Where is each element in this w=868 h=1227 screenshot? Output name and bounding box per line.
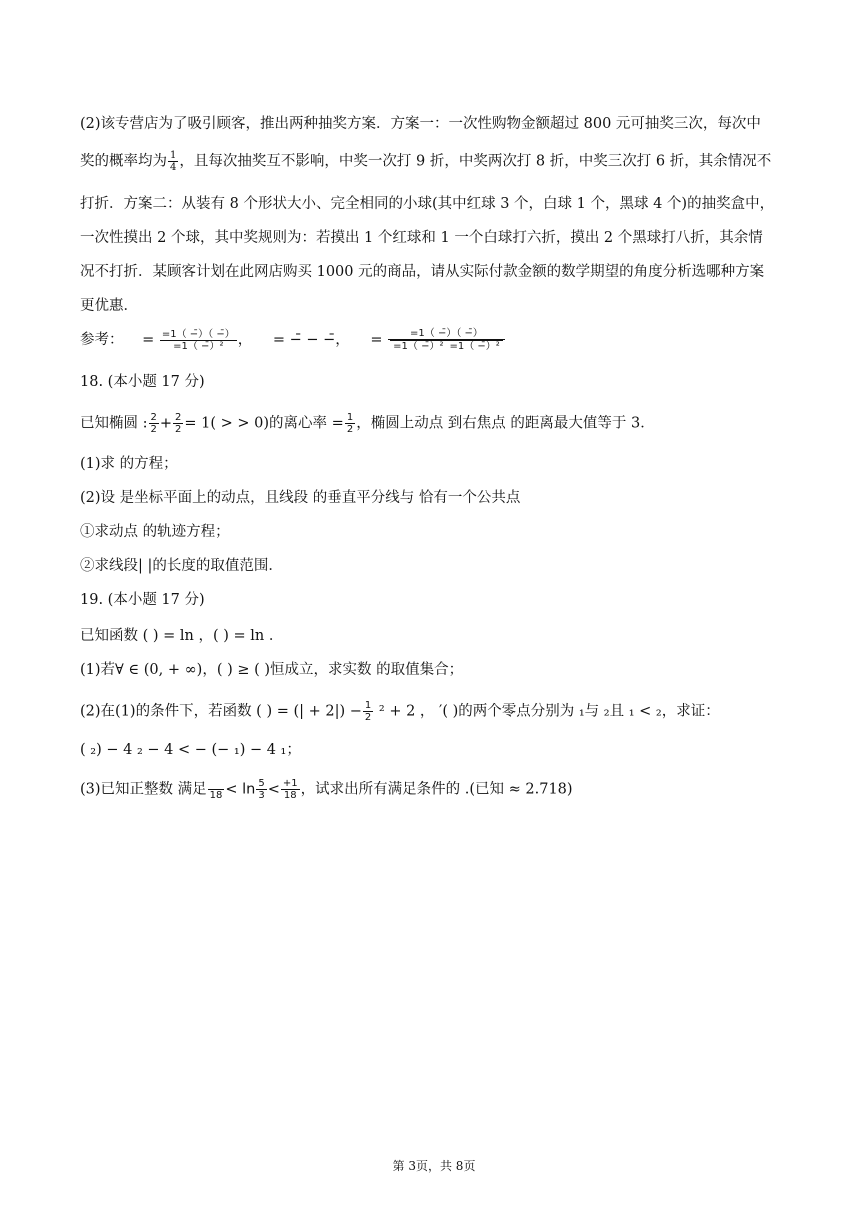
regression-b-formula: $\frac{=1( -̄)( -̄)}{\text{=1（ −̄）²}}$	[161, 328, 235, 352]
n-plus-1-over-18-fraction: $\frac{+1}{18}$	[282, 778, 298, 801]
q19-part1: (1)若∀ ∈ (0, + ∞)，( ) ≥ ( )恒成立，求实数 的取值集合；	[80, 662, 464, 678]
q17-line4: 一次性摸出 2 个球，其中奖规则为：若摸出 1 个红球和 1 一个白球打六折，摸出 2 个黑球打八折，其余情	[80, 230, 763, 246]
reference-formulas: 参考： = $\frac{=1( -̄)( -̄)}{\text{=1（ −̄）²}}$ ， = −̄ − −̄， = $\frac{=1( -̄)( -̄)}{\text{=1（ −̄）² =1（ −̄）²}}$	[80, 328, 808, 352]
regression-a-formula: = −̄ − −̄，	[272, 332, 350, 348]
q17-line6: 更优惠．	[80, 298, 138, 314]
page-footer: 第 3页，共 8页	[392, 1159, 476, 1173]
q17-line5: 况不打折．某顾客计划在此网店购买 1000 元的商品，请从实际付款金额的数学期望的角度分析选哪种方案	[80, 264, 765, 280]
ellipse-y-term: $\frac{2}{2}$	[175, 412, 182, 435]
q17-line2	[80, 150, 808, 173]
eccentricity-fraction: $\frac{1}{2}$	[346, 412, 354, 435]
correlation-formula: $\frac{=1( -̄)( -̄)}{\text{=1（ −̄）² =1（ −̄）²}}$	[388, 328, 505, 352]
n-over-18-fraction: 18	[208, 778, 225, 801]
q19-stem: 已知函数 ( ) = ln ，( ) = ln ．	[80, 628, 284, 644]
q19-part2: (2)在(1)的条件下，若函数 ( ) = (| + 2|) − $\frac{1}{2}$ ² + 2 ， ′( )的两个零点分别为 ₁与 ₂且 ₁ < ₂，求证：	[80, 700, 720, 723]
ellipse-x-term: $\frac{2}{2}$	[150, 412, 157, 435]
q17-line2-text-a: 奖的概率均为	[80, 153, 167, 170]
q17-line2-text-b: ，且每次抽奖互不影响，中奖一次打 9 折，中奖两次打 8 折，中奖三次打 6 折，其余情况不	[179, 153, 772, 170]
q18-stem: 已知椭圆 : $\frac{2}{2}$ + $\frac{2}{2}$ = 1( > > 0)的离心率 = $\frac{1}{2}$ ，椭圆上动点 到右焦点 的距离最大值等于 3．	[80, 412, 655, 435]
half-fraction: $\frac{1}{2}$	[364, 700, 372, 723]
q18-part2-1: ①求动点 的轨迹方程；	[80, 524, 230, 540]
q19-header: 19. (本小题 17 分)	[80, 592, 205, 608]
q17-line1: (2)该专营店为了吸引顾客，推出两种抽奖方案．方案一：一次性购物金额超过 800 元可抽奖三次，每次中	[80, 116, 761, 132]
five-thirds-fraction: $\frac{5}{3}$	[258, 778, 265, 801]
q18-part2-2: ②求线段| |的长度的取值范围．	[80, 558, 283, 574]
q18-part1: (1)求 的方程；	[80, 456, 178, 472]
q17-line3: 打折．方案二：从装有 8 个形状大小、完全相同的小球(其中红球 3 个，白球 1 个，黑球 4 个)的抽奖盒中，	[80, 196, 775, 212]
q19-part3: (3)已知正整数 满足 18 < ln $\frac{5}{3}$ < $\frac{+1}{18}$ ，试求出所有满足条件的 .(已知 ≈ 2.718)	[80, 778, 573, 801]
reference-label: 参考：	[80, 332, 124, 348]
q19-part2-inequality: ( ₂) − 4 ₂ − 4 < − (− ₁) − 4 ₁；	[80, 742, 301, 758]
q18-header: 18. (本小题 17 分)	[80, 374, 205, 390]
probability-fraction: $\frac{1}{4}$	[170, 150, 177, 173]
q18-part2: (2)设 是坐标平面上的动点，且线段 的垂直平分线与 恰有一个公共点	[80, 490, 521, 506]
